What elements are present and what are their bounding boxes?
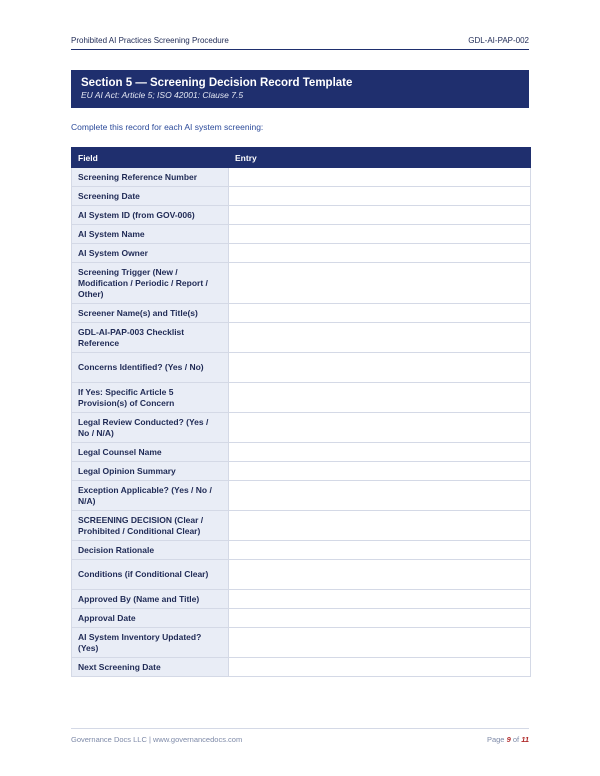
field-label: AI System Owner	[72, 244, 229, 263]
table-row	[72, 481, 531, 511]
field-label: Legal Counsel Name	[72, 443, 229, 462]
table-row	[72, 590, 531, 609]
field-label: SCREENING DECISION (Clear / Prohibited / Conditional Clear)	[72, 511, 229, 541]
footer-company: Governance Docs LLC | www.governancedocs.com	[71, 735, 243, 744]
table-row	[72, 511, 531, 541]
field-label: If Yes: Specific Article 5 Provision(s) of Concern	[72, 383, 229, 413]
current-page: 9	[506, 735, 511, 744]
entry-cell[interactable]	[229, 413, 531, 443]
table-row	[72, 413, 531, 443]
entry-cell[interactable]	[229, 206, 531, 225]
table-row	[72, 323, 531, 353]
field-label: Legal Review Conducted? (Yes / No / N/A)	[72, 413, 229, 443]
entry-cell[interactable]	[229, 590, 531, 609]
field-label: AI System Name	[72, 225, 229, 244]
table-row	[72, 560, 531, 590]
table-row	[72, 353, 531, 383]
field-label: Next Screening Date	[72, 658, 229, 677]
field-label: Screener Name(s) and Title(s)	[72, 304, 229, 323]
table-row	[72, 462, 531, 481]
field-label: Concerns Identified? (Yes / No)	[72, 353, 229, 383]
column-header-entry: Entry	[229, 148, 531, 168]
entry-cell[interactable]	[229, 168, 531, 187]
column-header-field: Field	[72, 148, 229, 168]
section-banner	[71, 70, 529, 108]
table-row	[72, 628, 531, 658]
table-row	[72, 383, 531, 413]
entry-cell[interactable]	[229, 187, 531, 206]
field-label: Decision Rationale	[72, 541, 229, 560]
table-header-row	[72, 148, 531, 168]
field-label: GDL-AI-PAP-003 Checklist Reference	[72, 323, 229, 353]
entry-cell[interactable]	[229, 244, 531, 263]
page-label: Page	[486, 735, 505, 744]
entry-cell[interactable]	[229, 658, 531, 677]
page-footer	[71, 728, 529, 753]
page-number	[487, 735, 529, 744]
field-label: Screening Trigger (New / Modification / Periodic / Report / Other)	[72, 263, 229, 304]
document-code: GDL-AI-PAP-002	[468, 36, 529, 45]
table-row	[72, 187, 531, 206]
page-header	[71, 34, 529, 50]
entry-cell[interactable]	[229, 511, 531, 541]
table-row	[72, 609, 531, 628]
screening-record-table	[71, 147, 531, 677]
entry-cell[interactable]	[229, 323, 531, 353]
table-row	[72, 206, 531, 225]
field-label: Conditions (if Conditional Clear)	[72, 560, 229, 590]
entry-cell[interactable]	[229, 609, 531, 628]
table-row	[72, 541, 531, 560]
entry-cell[interactable]	[229, 628, 531, 658]
table-row	[72, 304, 531, 323]
entry-cell[interactable]	[229, 462, 531, 481]
field-label: Screening Reference Number	[72, 168, 229, 187]
table-row	[72, 225, 531, 244]
of-label: of	[512, 735, 520, 744]
entry-cell[interactable]	[229, 481, 531, 511]
table-row	[72, 244, 531, 263]
field-label: AI System ID (from GOV-006)	[72, 206, 229, 225]
entry-cell[interactable]	[229, 304, 531, 323]
entry-cell[interactable]	[229, 263, 531, 304]
entry-cell[interactable]	[229, 541, 531, 560]
field-label: AI System Inventory Updated? (Yes)	[72, 628, 229, 658]
field-label: Exception Applicable? (Yes / No / N/A)	[72, 481, 229, 511]
section-subtitle: EU AI Act: Article 5; ISO 42001: Clause 7.5	[81, 90, 244, 100]
section-title: Section 5 — Screening Decision Record Template	[81, 77, 353, 89]
field-label: Approved By (Name and Title)	[72, 590, 229, 609]
entry-cell[interactable]	[229, 353, 531, 383]
total-pages: 11	[521, 735, 529, 744]
entry-cell[interactable]	[229, 560, 531, 590]
field-label: Legal Opinion Summary	[72, 462, 229, 481]
entry-cell[interactable]	[229, 383, 531, 413]
table-row	[72, 658, 531, 677]
field-label: Screening Date	[72, 187, 229, 206]
table-row	[72, 168, 531, 187]
intro-text: Complete this record for each AI system screening:	[71, 122, 264, 132]
table-row	[72, 443, 531, 462]
document-title: Prohibited AI Practices Screening Procedure	[71, 36, 229, 45]
field-label: Approval Date	[72, 609, 229, 628]
table-row	[72, 263, 531, 304]
entry-cell[interactable]	[229, 443, 531, 462]
entry-cell[interactable]	[229, 225, 531, 244]
